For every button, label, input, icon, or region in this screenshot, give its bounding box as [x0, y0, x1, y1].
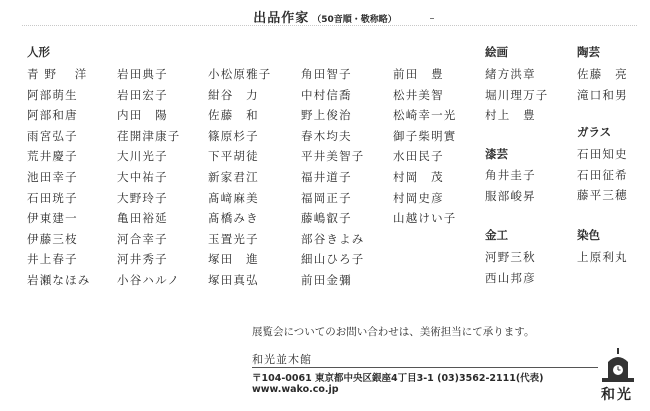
artist-name: 平井美智子: [301, 149, 365, 164]
ningyo-column-4: [301, 64, 365, 291]
category-kaiga: 絵画: [485, 45, 508, 59]
artist-name: 阿部萌生: [27, 87, 78, 102]
artist-name: 荏開津康子: [117, 128, 181, 143]
ningyo-column-3: [208, 64, 272, 291]
artist-name: 篠原杉子: [208, 128, 259, 143]
artist-name: 新家君江: [208, 169, 259, 184]
document-title: 出品作家: [253, 11, 310, 26]
artist-name: 雨宮弘子: [27, 128, 78, 143]
artist-name: 山越けい子: [393, 211, 457, 226]
artist-name: 藤嶋叡子: [301, 211, 352, 226]
artist-name: 福井道子: [301, 169, 352, 184]
artist-name: 佐藤 和: [208, 108, 259, 123]
senshoku-column: [577, 247, 628, 268]
togei-column: [577, 64, 628, 105]
artist-name: 亀田裕延: [117, 211, 168, 226]
artist-name: 河合幸子: [117, 231, 168, 246]
artist-name: 部谷きよみ: [301, 231, 365, 246]
artist-name: 松井美智: [393, 87, 444, 102]
venue-address: 〒104-0061 東京都中央区銀座4丁目3-1 (03)3562-2111(代表): [252, 373, 544, 384]
artist-name: 塚田 進: [208, 252, 259, 267]
artist-name: 小松原雅子: [208, 67, 272, 81]
ningyo-column-1: [27, 64, 91, 291]
document-header: [0, 7, 650, 26]
urushi-column: [485, 165, 536, 206]
artist-name: 石田征希: [577, 167, 628, 182]
artist-name: 御子柴明實: [393, 128, 457, 143]
artist-name: 岩瀬なほみ: [27, 272, 91, 287]
artist-name: 堀川理万子: [485, 87, 549, 102]
artist-name: 青 野 洋: [27, 67, 88, 81]
artist-name: 中村信喬: [301, 87, 352, 102]
artist-name: 紺谷 力: [208, 87, 259, 102]
artist-name: 玉置光子: [208, 231, 259, 246]
artist-name: 春木均夫: [301, 128, 352, 143]
artist-name: 佐藤 亮: [577, 67, 628, 81]
artist-name: 福岡正子: [301, 190, 352, 205]
artist-name: 村岡史彦: [393, 190, 444, 205]
glass-column: [577, 144, 628, 206]
category-ningyo: 人形: [27, 45, 50, 59]
artist-name: 河井秀子: [117, 252, 168, 267]
category-togei: 陶芸: [577, 45, 600, 59]
artist-name: 角田智子: [301, 67, 352, 81]
artist-name: 細山ひろ子: [301, 252, 365, 267]
kinko-column: [485, 247, 536, 288]
artist-name: 大中祐子: [117, 169, 168, 184]
artist-name: 野上俊治: [301, 108, 352, 123]
artist-name: 藤平三穂: [577, 188, 628, 203]
artist-name: 小谷ハルノ: [117, 272, 181, 287]
artist-name: 滝口和男: [577, 87, 628, 102]
artist-name: 岩田典子: [117, 67, 168, 81]
document-subtitle: （50音順・敬称略）: [312, 15, 397, 25]
artist-name: 松崎幸一光: [393, 108, 457, 123]
artist-name: 村岡 茂: [393, 169, 444, 184]
venue-name: 和光並木館: [252, 353, 312, 366]
artist-name: 大野玲子: [117, 190, 168, 205]
header-divider: [22, 25, 637, 26]
artist-name: 下平胡徒: [208, 149, 259, 164]
artist-name: 角井圭子: [485, 168, 536, 182]
artist-name: 伊藤三枝: [27, 231, 78, 246]
artist-name: 伊東建一: [27, 211, 78, 226]
artist-name: 池田幸子: [27, 169, 78, 184]
artist-name: 井上春子: [27, 252, 78, 267]
brand-logo-text: 和光: [601, 387, 633, 403]
artist-name: 岩田宏子: [117, 87, 168, 102]
inquiry-note: 展覧会についてのお問い合わせは、美術担当にて承ります。: [252, 326, 535, 338]
category-senshoku: 染色: [577, 228, 600, 242]
artist-name: 河野三秋: [485, 250, 536, 264]
artist-name: 前田 豊: [393, 67, 444, 81]
artist-name: 大川光子: [117, 149, 168, 164]
artist-name: 内田 陽: [117, 108, 168, 123]
artist-name: 髙﨑麻美: [208, 190, 259, 205]
ningyo-column-5: [393, 64, 457, 229]
artist-name: 阿部和唐: [27, 108, 78, 123]
kaiga-column: [485, 64, 549, 126]
artist-name: 村上 豊: [485, 108, 536, 123]
artist-name: 石田珖子: [27, 190, 78, 205]
header-mark: [430, 18, 434, 19]
ningyo-column-2: [117, 64, 181, 291]
category-kinko: 金工: [485, 228, 508, 242]
artist-name: 前田金彌: [301, 272, 352, 287]
category-urushi: 漆芸: [485, 147, 508, 161]
artist-name: 塚田真弘: [208, 272, 259, 287]
artist-name: 西山邦彦: [485, 270, 536, 285]
artist-name: 服部峻昇: [485, 188, 536, 203]
category-glass: ガラス: [577, 125, 612, 139]
artist-name: 荒井慶子: [27, 149, 78, 164]
venue-underline: [252, 367, 598, 368]
artist-name: 石田知史: [577, 147, 628, 161]
artist-name: 水田民子: [393, 149, 444, 164]
artist-name: 髙橋みき: [208, 211, 259, 226]
artist-name: 上原利丸: [577, 250, 628, 264]
website-link[interactable]: www.wako.co.jp: [252, 384, 339, 395]
artist-name: 緒方洪章: [485, 67, 536, 81]
